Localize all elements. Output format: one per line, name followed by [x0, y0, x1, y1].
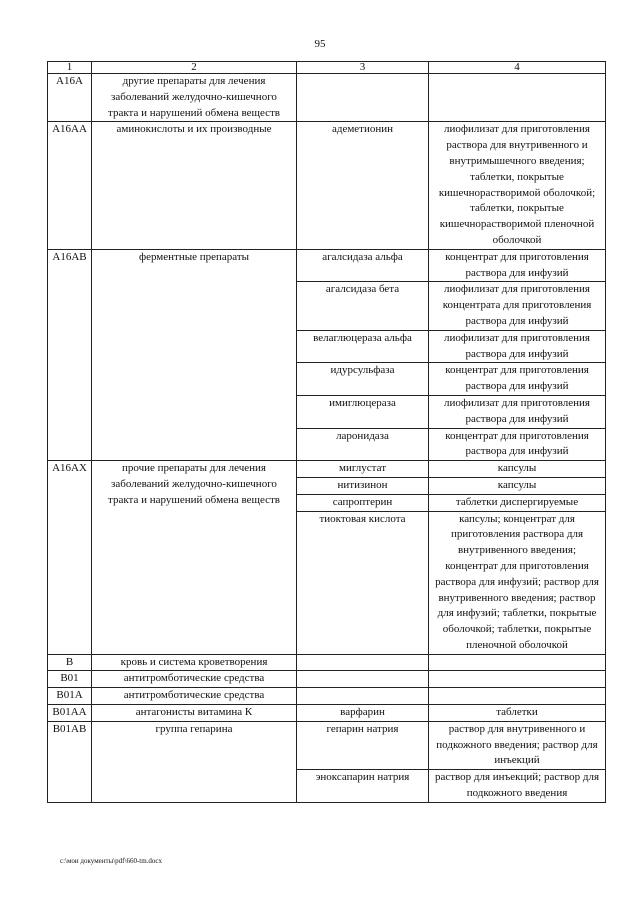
drug-name-cell: нитизинон: [297, 477, 429, 494]
atc-code-cell: B: [48, 654, 92, 671]
empty-cell: [429, 654, 606, 671]
drug-name-cell: варфарин: [297, 705, 429, 722]
empty-cell: [429, 688, 606, 705]
drug-name-cell: эноксапарин натрия: [297, 770, 429, 803]
dosage-form-cell: капсулы; концентрат для приготовления раствора для внутривенного введения; концентрат для приготовления раствора для инфузий; раствор для внутривенного введения; раствор для инфузий; таблетки, покрытые оболочкой; таблетки, покрытые пленочной оболочкой: [429, 511, 606, 654]
header-cell: 3: [297, 62, 429, 74]
dosage-form-cell: капсулы: [429, 461, 606, 478]
atc-code-cell: A16AB: [48, 249, 92, 460]
atc-code-cell: B01AA: [48, 705, 92, 722]
table-row: [48, 122, 606, 249]
dosage-form-cell: раствор для инъекций; раствор для подкожного введения: [429, 770, 606, 803]
drug-name-cell: сапроптерин: [297, 494, 429, 511]
drug-name-cell: агалсидаза бета: [297, 282, 429, 330]
group-name-cell: антитромботические средства: [92, 688, 297, 705]
dosage-form-cell: лиофилизат для приготовления раствора для инфузий: [429, 330, 606, 363]
dosage-form-cell: концентрат для приготовления раствора для инфузий: [429, 428, 606, 461]
atc-code-cell: B01A: [48, 688, 92, 705]
atc-code-cell: B01: [48, 671, 92, 688]
dosage-form-cell: лиофилизат для приготовления раствора для инфузий: [429, 395, 606, 428]
empty-cell: [297, 688, 429, 705]
drug-table: [47, 61, 606, 803]
drug-name-cell: велаглюцераза альфа: [297, 330, 429, 363]
empty-cell: [297, 671, 429, 688]
header-cell: 2: [92, 62, 297, 74]
group-name-cell: ферментные препараты: [92, 249, 297, 460]
drug-name-cell: ларонидаза: [297, 428, 429, 461]
drug-name-cell: агалсидаза альфа: [297, 249, 429, 282]
drug-name-cell: адеметионин: [297, 122, 429, 249]
page-number: 95: [314, 38, 326, 50]
atc-code-cell: B01AB: [48, 721, 92, 802]
atc-code-cell: A16AX: [48, 461, 92, 655]
table-row: [48, 705, 606, 722]
group-name-cell: антагонисты витамина К: [92, 705, 297, 722]
file-path-footer: c:\мои документы\pdf\660-tm.docx: [60, 857, 163, 865]
header-cell: 1: [48, 62, 92, 74]
table-row: [48, 671, 606, 688]
empty-cell: [429, 74, 606, 122]
empty-cell: [429, 671, 606, 688]
dosage-form-cell: концентрат для приготовления раствора для инфузий: [429, 363, 606, 396]
drug-name-cell: имиглюцераза: [297, 395, 429, 428]
dosage-form-cell: капсулы: [429, 477, 606, 494]
group-name-cell: группа гепарина: [92, 721, 297, 802]
table-row: [48, 249, 606, 282]
group-name-cell: аминокислоты и их производные: [92, 122, 297, 249]
dosage-form-cell: концентрат для приготовления раствора для инфузий: [429, 249, 606, 282]
header-cell: 4: [429, 62, 606, 74]
dosage-form-cell: таблетки диспергируемые: [429, 494, 606, 511]
table-row: [48, 688, 606, 705]
dosage-form-cell: лиофилизат для приготовления концентрата для приготовления раствора для инфузий: [429, 282, 606, 330]
drug-name-cell: тиоктовая кислота: [297, 511, 429, 654]
dosage-form-cell: таблетки: [429, 705, 606, 722]
dosage-form-cell: раствор для внутривенного и подкожного введения; раствор для инъекций: [429, 721, 606, 769]
atc-code-cell: A16AA: [48, 122, 92, 249]
atc-code-cell: A16A: [48, 74, 92, 122]
drug-name-cell: идурсульфаза: [297, 363, 429, 396]
table-row: [48, 74, 606, 122]
dosage-form-cell: лиофилизат для приготовления раствора для внутривенного и внутримышечного введения; таблетки, покрытые кишечнорастворимой оболочкой; таблетки, покрытые кишечнорастворимой пленочной оболочкой: [429, 122, 606, 249]
drug-name-cell: гепарин натрия: [297, 721, 429, 769]
empty-cell: [297, 74, 429, 122]
group-name-cell: прочие препараты для лечения заболеваний желудочно-кишечного тракта и нарушений обмена веществ: [92, 461, 297, 655]
group-name-cell: другие препараты для лечения заболеваний желудочно-кишечного тракта и нарушений обмена веществ: [92, 74, 297, 122]
table-row: [48, 721, 606, 769]
table-row: [48, 461, 606, 478]
group-name-cell: кровь и система кроветворения: [92, 654, 297, 671]
table-row: [48, 654, 606, 671]
empty-cell: [297, 654, 429, 671]
header-row: [48, 62, 606, 74]
drug-name-cell: миглустат: [297, 461, 429, 478]
group-name-cell: антитромботические средства: [92, 671, 297, 688]
